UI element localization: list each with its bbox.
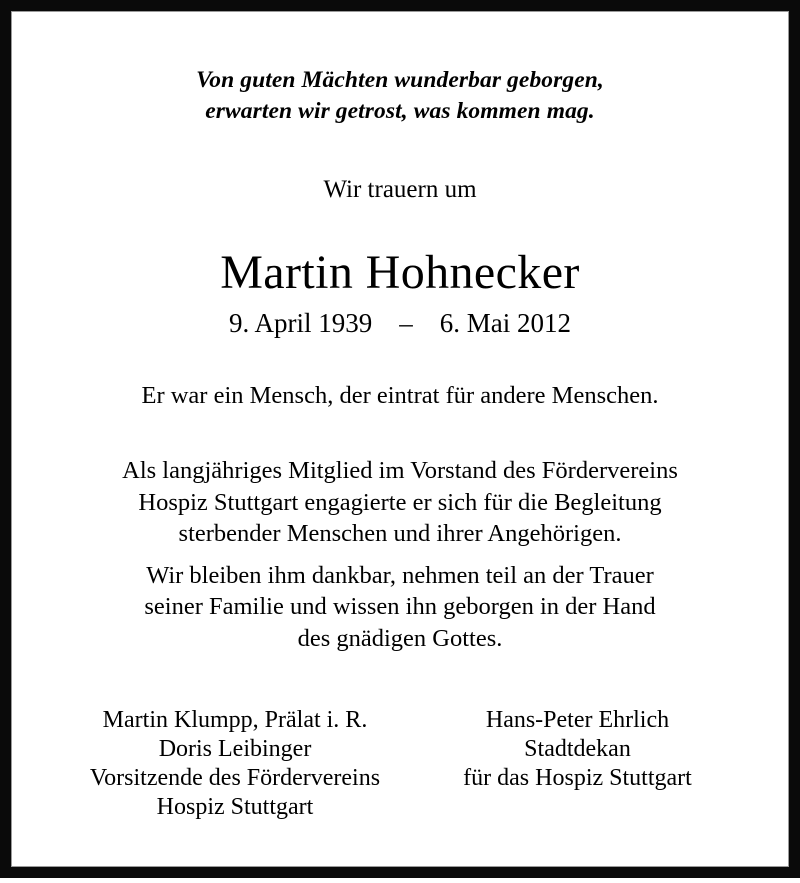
tribute-line: Er war ein Mensch, der eintrat für andere Menschen. [141,382,659,409]
body-paragraph-1 [58,455,742,550]
paragraph-1-line-3: sterbender Menschen und ihrer Angehörigen. [178,520,622,547]
epigraph [58,65,742,127]
signatory-column-right [413,706,743,793]
page-bottom-margin [0,878,800,883]
body-paragraph-2 [58,560,742,655]
signatory-right-line-1: Hans-Peter Ehrlich [485,707,670,733]
signatory-column-left [58,706,413,822]
paragraph-2-line-2: seiner Familie und wissen ihn geborgen in der Hand [144,593,656,620]
notice-content [11,11,789,867]
signatory-right-line-3: für das Hospiz Stuttgart [463,765,692,791]
paragraph-1-line-2: Hospiz Stuttgart engagierte er sich für die Begleitung [138,488,662,516]
signatory-left-line-2: Doris Leibinger [158,736,312,762]
mourning-lead-in: Wir trauern um [323,176,477,203]
signatories-block [58,706,742,822]
deceased-dates: 9. April 1939 – 6. Mai 2012 [229,308,571,338]
signatory-left-line-3: Vorsitzende des Fördervereins [89,765,381,791]
signatory-right-line-2: Stadtdekan [524,736,631,762]
paragraph-2-line-1: Wir bleiben ihm dankbar, nehmen teil an der Trauer [146,561,654,589]
paragraph-2-line-3: des gnädigen Gottes. [297,624,503,652]
deceased-name: Martin Hohnecker [220,246,580,299]
epigraph-line-2: erwarten wir getrost, was kommen mag. [205,98,595,124]
signatory-left-line-1: Martin Klumpp, Prälat i. R. [102,707,368,733]
signatory-left-line-4: Hospiz Stuttgart [156,794,314,820]
paragraph-1-line-1: Als langjähriges Mitglied im Vorstand des Fördervereins [122,457,678,484]
epigraph-line-1: Von guten Mächten wunderbar geborgen, [196,67,604,93]
